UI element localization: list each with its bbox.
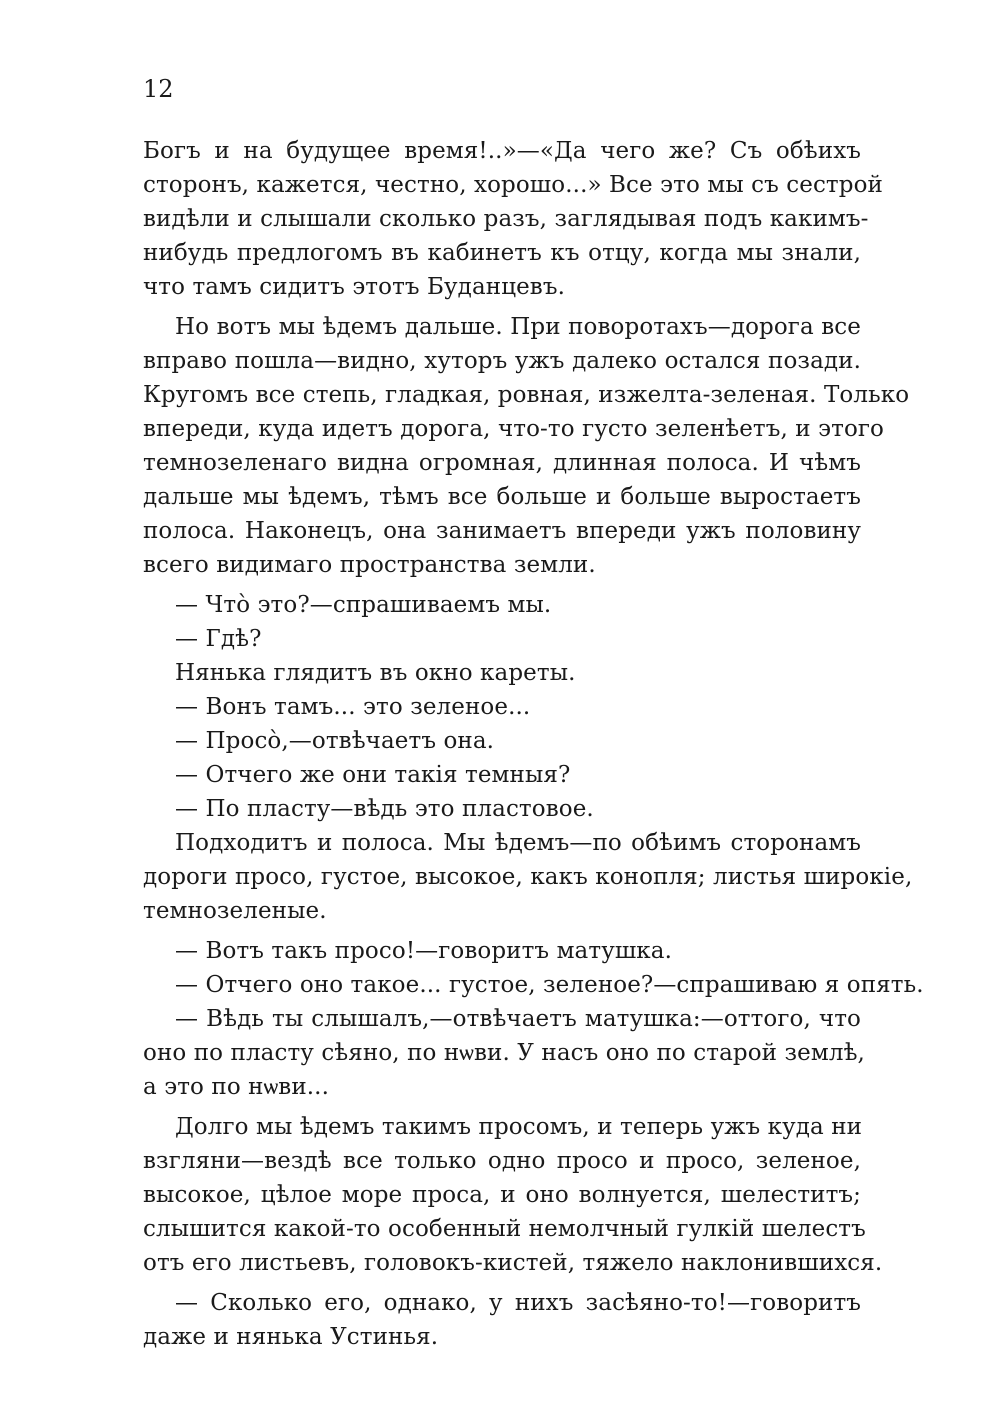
text-line: Подходитъ и полоса. Мы ѣдемъ—по обѣимъ сторонамъ (175, 830, 861, 856)
dialogue-line (143, 758, 861, 792)
dialogue-line (143, 690, 861, 724)
text-line: всего видимаго пространства земли. (143, 552, 596, 578)
text-line: вправо пошла—видно, хуторъ ужъ далеко остался позади. (143, 348, 861, 374)
text-line: — По пласту—вѣдь это пластовое. (175, 796, 594, 822)
text-line: Нянька глядитъ въ окно кареты. (175, 660, 576, 686)
text-line: — Вонъ тамъ... это зеленое... (175, 694, 531, 720)
text-line: Кругомъ все степь, гладкая, ровная, изжелта-зеленая. Только (143, 382, 910, 408)
text-line: Богъ и на будущее время!..»—«Да чего же? Съ обѣихъ (143, 138, 861, 164)
text-line: Долго мы ѣдемъ такимъ просомъ, и теперь ужъ куда ни (175, 1114, 863, 1140)
paragraph (143, 1110, 883, 1280)
text-line: отъ его листьевъ, головокъ-кистей, тяжело наклонившихся. (143, 1250, 883, 1276)
dialogue-line (143, 1286, 861, 1354)
paragraph (143, 134, 883, 304)
dialogue-line (143, 968, 924, 1002)
text-line: темнозеленые. (143, 898, 327, 924)
body-text (143, 134, 924, 1360)
text-line: — Отчего же они такія темныя? (175, 762, 571, 788)
text-line: сторонъ, кажется, честно, хорошо...» Все это мы съ сестрой (143, 172, 883, 198)
text-line: Но вотъ мы ѣдемъ дальше. При поворотахъ—дорога все (175, 314, 861, 340)
dialogue-line (143, 588, 861, 622)
paragraph (143, 656, 861, 690)
text-line: дороги просо, густое, высокое, какъ конопля; листья широкіе, (143, 864, 913, 890)
text-line: — Вѣдь ты слышалъ,—отвѣчаетъ матушка:—оттого, что (175, 1006, 861, 1032)
dialogue-line (143, 792, 861, 826)
text-line: что тамъ сидитъ этотъ Буданцевъ. (143, 274, 565, 300)
text-line: полоса. Наконецъ, она занимаетъ впереди ужъ половину (143, 518, 861, 544)
text-line: — Вотъ такъ просо!—говоритъ матушка. (175, 938, 673, 964)
text-line: дальше мы ѣдемъ, тѣмъ все больше и больше выростаетъ (143, 484, 861, 510)
text-line: высокое, цѣлое море проса, и оно волнуется, шелеститъ; (143, 1182, 861, 1208)
paragraph (143, 826, 913, 928)
text-line: — Сколько его, однако, у нихъ засѣяно-то!—говоритъ (175, 1290, 861, 1316)
dialogue-line (143, 934, 861, 968)
text-line: даже и нянька Устинья. (143, 1324, 439, 1350)
text-line: — Отчего оно такое... густое, зеленое?—спрашиваю я опять. (175, 972, 924, 998)
page-number: 12 (143, 75, 174, 103)
text-line: а это по нѡви... (143, 1074, 329, 1100)
text-line: оно по пласту сѣяно, по нѡви. У насъ оно по старой землѣ, (143, 1040, 865, 1066)
text-line: нибудь предлогомъ въ кабинетъ къ отцу, когда мы знали, (143, 240, 861, 266)
text-line: впереди, куда идетъ дорога, что-то густо зеленѣетъ, и этого (143, 416, 885, 442)
text-line: темнозеленаго видна огромная, длинная полоса. И чѣмъ (143, 450, 861, 476)
text-line: — Гдѣ? (175, 626, 262, 652)
dialogue-line (143, 724, 861, 758)
paragraph (143, 310, 910, 582)
text-line: слышится какой-то особенный немолчный гулкій шелестъ (143, 1216, 866, 1242)
dialogue-line (143, 1002, 865, 1104)
text-line: — Что̀ это?—спрашиваемъ мы. (175, 592, 552, 618)
text-line: — Просо̀,—отвѣчаетъ она. (175, 728, 495, 754)
text-line: видѣли и слышали сколько разъ, заглядывая подъ какимъ- (143, 206, 869, 232)
text-line: взгляни—вездѣ все только одно просо и просо, зеленое, (143, 1148, 861, 1174)
dialogue-line (143, 622, 861, 656)
